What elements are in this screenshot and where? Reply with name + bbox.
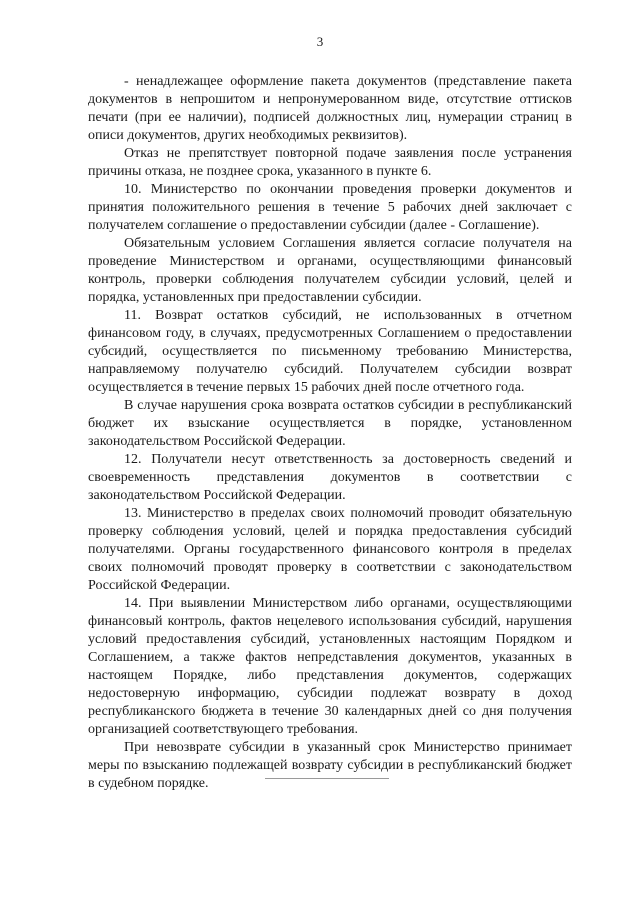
paragraph-agreement-condition: Обязательным условием Соглашения является согласие получателя на проведение Министерством и органами, осуществляющими финансовый контроль, проверки соблюдения получателем субсидии условий, целей и порядка, установленных при предоставлении субсидии. <box>88 236 572 305</box>
paragraph-item-13: 13. Министерство в пределах своих полномочий проводит обязательную проверку соблюдения условий, целей и порядка предоставления субсидий получателями. Органы государственного финансового контроля в пределах своих полномочий проводят проверку в соответствии с законодательством Российской Федерации. <box>88 506 572 593</box>
paragraph-item-11: 11. Возврат остатков субсидий, не использованных в отчетном финансовом году, в случаях, предусмотренных Соглашением о предоставлении субсидий, осуществляется по письменному требованию Министерства, направляемому получателю субсидий. Получателем субсидии возврат осуществляется в течение первых 15 рабочих дней после отчетного года. <box>88 308 572 395</box>
paragraph-item-14: 14. При выявлении Министерством либо органами, осуществляющими финансовый контроль, фактов нецелевого использования субсидий, нарушения условий предоставления субсидий, установленных настоящим Порядком и Соглашением, а также фактов непредставления документов, указанных в настоящем Порядке, либо представления документов, содержащих недостоверную информацию, субсидии подлежат возврату в доход республиканского бюджета в течение 30 календарных дней со дня получения организацией соответствующего требования. <box>88 596 572 737</box>
paragraph-document-deficiency: - ненадлежащее оформление пакета документов (представление пакета документов в непрошитом и непронумерованном виде, отсутствие оттисков печати (при ее наличии), подписей должностных лиц, нумерации страниц в описи документов, других необходимых реквизитов). <box>88 74 572 143</box>
end-separator-line <box>265 778 389 779</box>
paragraph-court-recovery: При невозврате субсидии в указанный срок Министерство принимает меры по взысканию подлежащей возврату субсидии в республиканский бюджет в судебном порядке. <box>88 740 572 791</box>
paragraph-item-10: 10. Министерство по окончании проведения проверки документов и принятия положительного решения в течение 5 рабочих дней заключает с получателем соглашение о предоставлении субсидии (далее - Соглашение). <box>88 182 572 233</box>
paragraph-return-violation: В случае нарушения срока возврата остатков субсидии в республиканский бюджет их взыскание осуществляется в порядке, установленном законодательством Российской Федерации. <box>88 398 572 449</box>
paragraph-refusal-reapply: Отказ не препятствует повторной подаче заявления после устранения причины отказа, не позднее срока, указанного в пункте 6. <box>88 146 572 179</box>
document-body <box>88 73 572 793</box>
page-number: 3 <box>316 34 324 49</box>
paragraph-item-12: 12. Получатели несут ответственность за достоверность сведений и своевременность представления документов в соответствии с законодательством Российской Федерации. <box>88 452 572 503</box>
